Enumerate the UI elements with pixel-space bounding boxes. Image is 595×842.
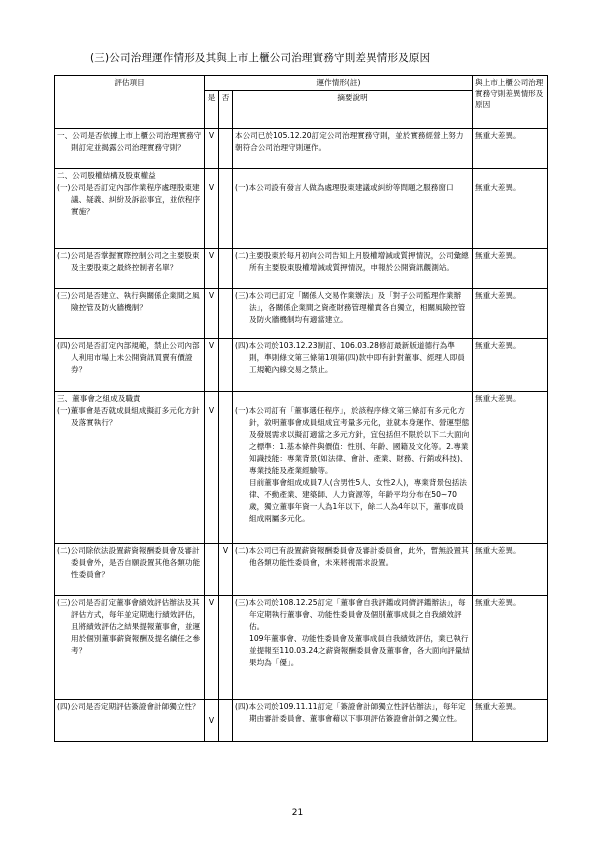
item-text: (一)董事會是否就成員組成擬訂多元化方針及落實執行？: [57, 406, 200, 427]
page-number: 21: [291, 808, 304, 818]
no-mark: [219, 169, 233, 249]
header-yes: 是: [205, 91, 219, 129]
table-row: [55, 169, 548, 249]
item-cell: (二)公司除依法設置薪資報酬委員會及審計委員會外，是否自願設置其他各類功能性委員會？: [55, 544, 205, 596]
table-row: [55, 700, 548, 742]
item-text: (一)公司是否訂定內部作業程序處理股東建議、疑義、糾紛及訴訟事宜，並依程序實施？: [57, 183, 201, 216]
no-mark: [219, 249, 233, 289]
header-row-1: [55, 76, 548, 91]
diff-cell: 無重大差異。: [473, 339, 548, 392]
no-mark: V: [219, 544, 233, 596]
summary-cell: (三)本公司已訂定「關係人交易作業辦法」及「對子公司監理作業辦法」，各關係企業間之資產財務管理權責各自獨立，相關風險控管及防火牆機制均有適當建立。: [233, 289, 473, 339]
yes-mark: V: [205, 700, 219, 742]
item-cell: [55, 392, 205, 544]
table-row: [55, 596, 548, 700]
section-heading: 三、董事會之組成及職責: [57, 394, 141, 403]
summary-cell: (二)主要股東於每月初向公司告知上月股權增減或質押情況，公司彙總所有主要股東股權增減或質押情況，申報於公開資訊觀測站。: [233, 249, 473, 289]
diff-cell: 無重大差異。: [473, 249, 548, 289]
section-heading: 二、公司股權結構及股東權益: [57, 171, 156, 180]
item-cell: [55, 129, 205, 169]
summary-cell: (一)本公司設有發言人做為處理股東建議或糾紛等問題之服務窗口: [233, 169, 473, 249]
governance-table: [54, 75, 548, 742]
yes-mark: V: [205, 169, 219, 249]
section-title: (三)公司治理運作情形及其與上市上櫃公司治理實務守則差異情形及原因: [90, 52, 431, 64]
no-mark: [219, 596, 233, 700]
summary-cell: (四)本公司於109.11.11訂定「簽證會計師獨立性評估辦法」，每年定期由審計委員會、董事會藉以下事項評估簽證會計師之獨立性。: [233, 700, 473, 742]
yes-mark: V: [205, 129, 219, 169]
header-no: 否: [219, 91, 233, 129]
diff-cell: 無重大差異。: [473, 169, 548, 249]
diff-cell: 無重大差異。: [473, 544, 548, 596]
diff-cell: 無重大差異。: [473, 700, 548, 742]
table-row: [55, 544, 548, 596]
item-cell: [55, 169, 205, 249]
item-cell: (二)公司是否掌握實際控制公司之主要股東及主要股東之最終控制者名單？: [55, 249, 205, 289]
item-cell: (四)公司是否定期評估簽證會計師獨立性？: [55, 700, 205, 742]
header-item: 評估項目: [55, 76, 205, 129]
diff-cell: 無重大差異。: [473, 596, 548, 700]
yes-mark: V: [205, 289, 219, 339]
no-mark: [219, 289, 233, 339]
table-row: [55, 249, 548, 289]
diff-cell: 無重大差異。: [473, 289, 548, 339]
summary-cell: (三)本公司於108.12.25訂定「董事會自我評鑑或同儕評鑑辦法」，每年定期執行董事會、功能性委員會及個別董事成員之自我績效評估。 109年董事會、功能性委員會及董事成員自我績效評估，業已執行並提報至110.03.24之薪資報酬委員會及董事會，各大面向評量結果均為「優」。: [233, 596, 473, 700]
no-mark: [219, 392, 233, 544]
no-mark: [219, 129, 233, 169]
table-row: [55, 289, 548, 339]
yes-mark: V: [205, 596, 219, 700]
diff-cell: 無重大差異。: [473, 392, 548, 544]
table-row: [55, 339, 548, 392]
header-diff: 與上市上櫃公司治理實務守則差異情形及原因: [473, 76, 548, 129]
item-cell: (三)公司是否建立、執行與關係企業間之風險控管及防火牆機制？: [55, 289, 205, 339]
yes-mark: V: [205, 249, 219, 289]
yes-mark: V: [205, 392, 219, 544]
summary-cell: (四)本公司於103.12.23制訂、106.03.28修訂最新版道德行為準則，準則條文第三條第1項第(四)款中即有針對董事、經理人即員工規範內線交易之禁止。: [233, 339, 473, 392]
summary-cell: 本公司已於105.12.20訂定公司治理實務守則，並於實務經營上努力朝符合公司治理守則運作。: [233, 129, 473, 169]
no-mark: [219, 700, 233, 742]
header-operation: 運作情形(註): [205, 76, 473, 91]
table-row: [55, 129, 548, 169]
yes-mark: V: [205, 339, 219, 392]
item-cell: (三)公司是否訂定董事會績效評估辦法及其評估方式，每年並定期進行績效評估，且將績效評估之結果提報董事會，並運用於個別董事薪資報酬及提名續任之參考？: [55, 596, 205, 700]
no-mark: [219, 339, 233, 392]
diff-cell: 無重大差異。: [473, 129, 548, 169]
header-summary: 摘要說明: [233, 91, 473, 129]
summary-cell: (二)本公司已有設置薪資報酬委員會及審計委員會，此外，暫無設置其他各類功能性委員會，未來將視需求設置。: [233, 544, 473, 596]
summary-cell: (一)本公司訂有「董事選任程序」，於該程序條文第三條訂有多元化方針，敘明董事會成員組成宜考量多元化，並就本身運作、營運型態及發展需求以擬訂適當之多元方針，宜包括但不限於以下二大面向之標準：1.基本條件與價值：性別、年齡、國籍及文化等。2.專業知識技能：專業背景(如法律、會計、產業、財務、行銷或科技)、專業技能及產業經驗等。 目前董事會組成成員7人(含男性5人、女性2人)，專業背景包括法律、不動產業、建築師、人力資源等，年齡平均分布在50~70歲，獨立董事年資一人為1年以下，餘二人為4年以下，董事成員組成兩屬多元化。: [233, 392, 473, 544]
item-text: 一、公司是否依據上市上櫃公司治理實務守則訂定並揭露公司治理實務守則？: [57, 131, 202, 152]
table-row: [55, 392, 548, 544]
item-cell: (四)公司是否訂定內部規範，禁止公司內部人利用市場上未公開資訊買賣有價證券？: [55, 339, 205, 392]
yes-mark: [205, 544, 219, 596]
